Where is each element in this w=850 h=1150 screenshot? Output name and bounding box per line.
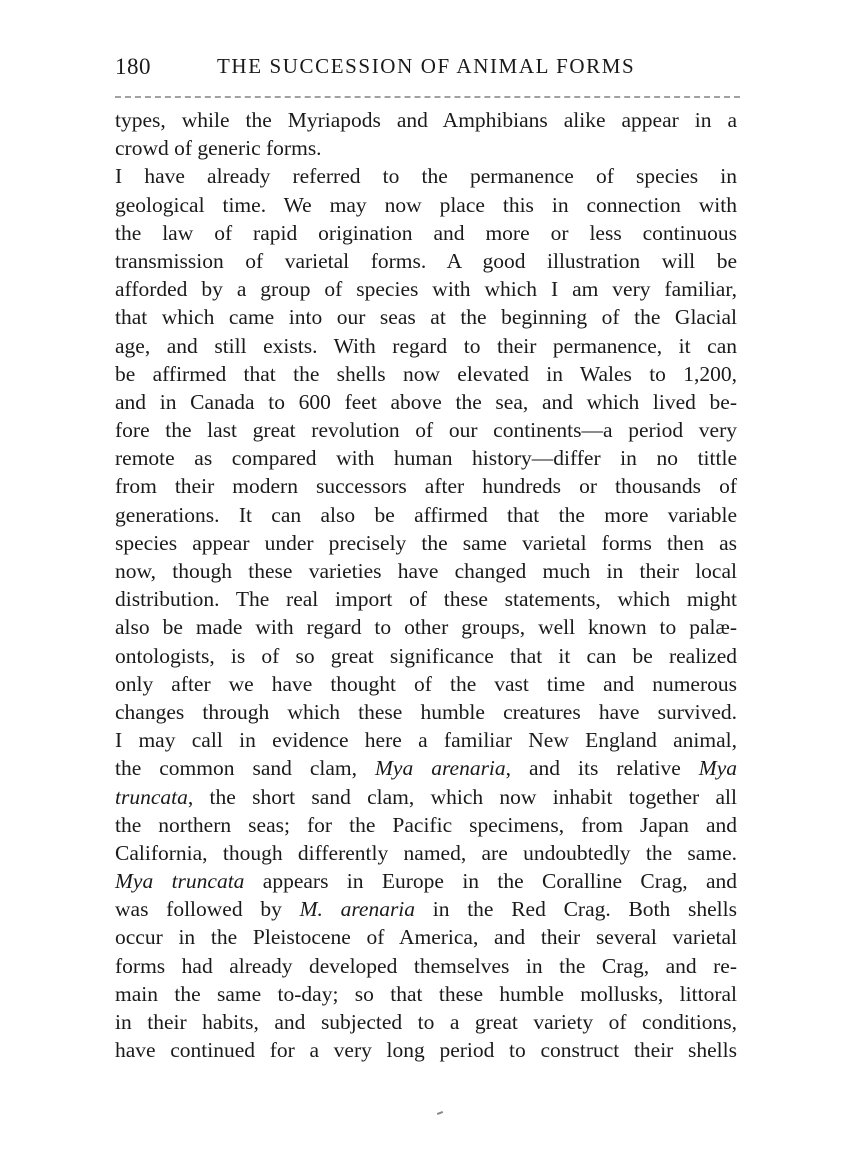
text-line <box>115 134 737 162</box>
text-segment: forms had already developed themselves in the Crag, and re- <box>115 953 737 978</box>
running-title: THE SUCCESSION OF ANIMAL FORMS <box>217 54 636 78</box>
italic-text: Mya arenaria <box>375 756 506 781</box>
text-segment: I have already referred to the permanence of species in <box>115 164 737 189</box>
text-segment: be affirmed that the shells now elevated in Wales to 1,200, <box>115 361 737 386</box>
text-segment: afforded by a group of species with which I am very familiar, <box>115 277 737 302</box>
text-segment: types, while the Myriapods and Amphibians alike appear in a <box>115 108 737 132</box>
text-line <box>115 162 737 190</box>
italic-text: truncata <box>115 784 188 809</box>
page-number: 180 <box>115 54 151 79</box>
text-segment: in their habits, and subjected to a great variety of conditions, <box>115 1010 737 1034</box>
text-line <box>115 811 737 839</box>
text-line <box>115 613 737 641</box>
text-line <box>115 642 737 670</box>
italic-text: M. arenaria <box>299 897 416 922</box>
body-text <box>115 106 737 1064</box>
text-line <box>115 585 737 613</box>
text-line <box>115 867 737 895</box>
text-line <box>115 106 737 134</box>
text-line <box>115 1008 737 1036</box>
text-segment: age, and still exists. With regard to their permanence, it can <box>115 333 737 358</box>
text-line <box>115 726 737 754</box>
text-segment: California, though differently named, are undoubtedly the same. <box>115 840 737 865</box>
text-segment: the common sand clam, <box>115 756 376 781</box>
text-line <box>115 1036 737 1064</box>
text-segment: from their modern successors after hundreds or thousands of <box>115 474 737 499</box>
text-line <box>115 783 737 811</box>
text-segment: and in Canada to 600 feet above the sea, and which lived be- <box>115 389 737 414</box>
text-segment: appears in Europe in the Coralline Crag, and <box>244 869 737 894</box>
italic-text: Mya <box>698 756 737 781</box>
text-line <box>115 332 737 360</box>
text-line <box>115 529 737 557</box>
text-line <box>115 980 737 1008</box>
text-segment: geological time. We may now place this in connection with <box>115 192 737 217</box>
text-segment: main the same to-day; so that these humble mollusks, littoral <box>115 981 737 1006</box>
text-segment: occur in the Pleistocene of America, and their several varietal <box>115 925 737 950</box>
text-segment: distribution. The real import of these statements, which might <box>115 587 737 612</box>
text-segment: remote as compared with human history—differ in no tittle <box>115 446 737 471</box>
text-line <box>115 247 737 275</box>
text-segment: the law of rapid origination and more or less continuous <box>115 220 737 245</box>
text-line <box>115 754 737 782</box>
text-line <box>115 444 737 472</box>
text-line <box>115 191 737 219</box>
text-segment: in the Red Crag. Both shells <box>415 897 737 922</box>
text-segment: was followed by <box>115 897 300 922</box>
text-segment: changes through which these humble creatures have survived. <box>115 699 737 724</box>
text-segment: only after we have thought of the vast time and numerous <box>115 671 737 696</box>
text-segment: also be made with regard to other groups, well known to palæ- <box>115 615 737 640</box>
text-line <box>115 501 737 529</box>
text-segment: species appear under precisely the same varietal forms then as <box>115 530 737 555</box>
text-line <box>115 472 737 500</box>
text-line <box>115 670 737 698</box>
text-segment: the northern seas; for the Pacific specimens, from Japan and <box>115 812 737 837</box>
text-line <box>115 923 737 951</box>
text-line <box>115 388 737 416</box>
text-segment: crowd of generic forms. <box>115 136 322 161</box>
text-line <box>115 698 737 726</box>
text-segment: ontologists, is of so great significance that it can be realized <box>115 643 737 668</box>
page-blemish <box>437 1111 443 1115</box>
text-line <box>115 303 737 331</box>
running-head <box>115 50 740 84</box>
text-segment: that which came into our seas at the beginning of the Glacial <box>115 305 737 330</box>
text-line <box>115 895 737 923</box>
text-segment: fore the last great revolution of our continents—a period very <box>115 418 737 443</box>
text-line <box>115 416 737 444</box>
italic-text: Mya truncata <box>115 869 245 894</box>
text-line <box>115 275 737 303</box>
text-segment: now, though these varieties have changed much in their local <box>115 559 737 583</box>
text-line <box>115 219 737 247</box>
text-line <box>115 952 737 980</box>
text-segment: generations. It can also be affirmed that the more variable <box>115 502 737 527</box>
text-line <box>115 557 737 585</box>
text-line <box>115 360 737 388</box>
text-segment: , the short sand clam, which now inhabit together all <box>187 784 737 809</box>
text-segment: have continued for a very long period to construct their shells <box>115 1038 737 1063</box>
text-segment: , and its relative <box>505 756 699 781</box>
header-rule <box>115 96 740 98</box>
text-segment: transmission of varietal forms. A good illustration will be <box>115 248 737 273</box>
text-segment: I may call in evidence here a familiar New England animal, <box>115 728 737 753</box>
text-line <box>115 839 737 867</box>
